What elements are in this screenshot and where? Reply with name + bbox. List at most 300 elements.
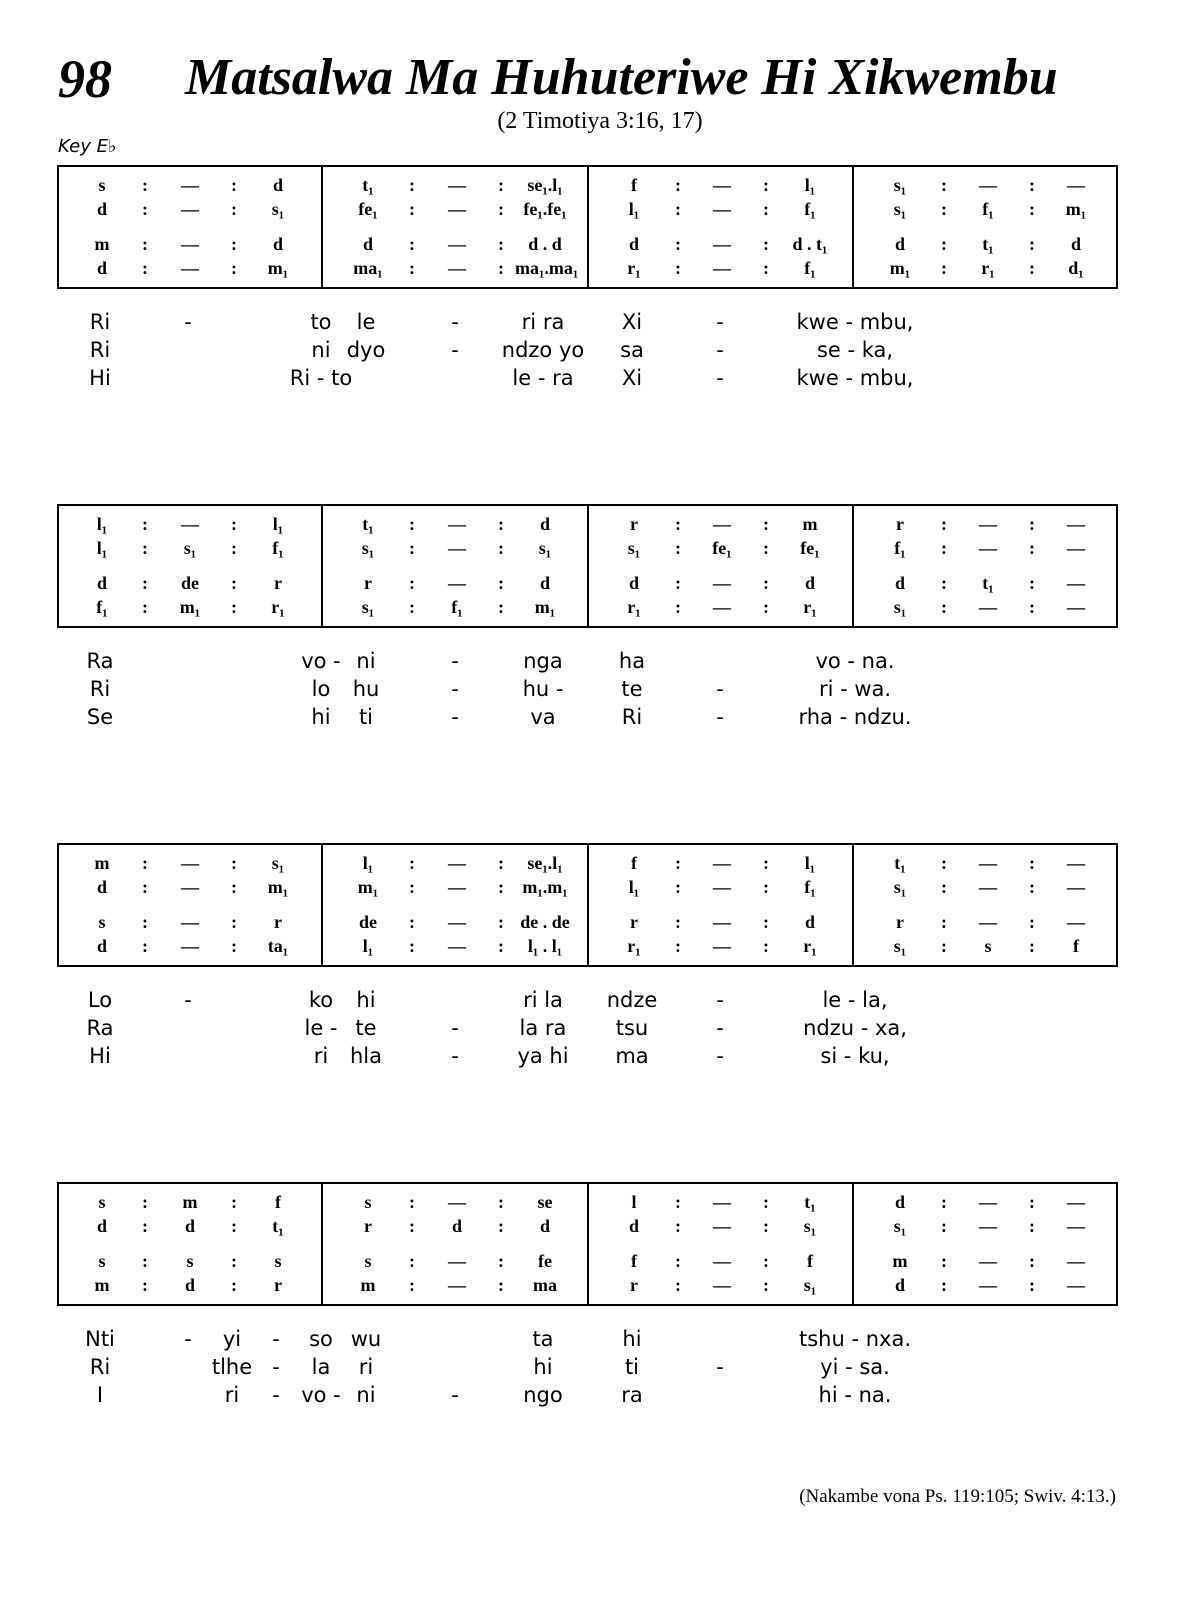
solfa-note: d (894, 573, 905, 593)
solfa-note: : (409, 1275, 415, 1295)
solfa-note: : (941, 258, 947, 278)
lyric-syllable: ko (308, 988, 334, 1012)
lyric-syllable: - (272, 1327, 280, 1351)
solfa-note: : (142, 1251, 148, 1271)
solfa-note: — (448, 199, 466, 219)
solfa-note: f (807, 1251, 813, 1271)
solfa-note: : (763, 199, 769, 219)
lyric-syllable: - (451, 1016, 459, 1040)
solfa-note: ma₁.ma₁ (515, 258, 579, 278)
solfa-note: t₁ (894, 853, 906, 873)
solfa-note: s₁ (893, 199, 907, 219)
solfa-note: m₁ (357, 877, 379, 897)
lyric-syllable: ri (313, 1044, 329, 1068)
lyric-syllable: ni (311, 338, 331, 362)
solfa-note: r₁ (803, 936, 817, 956)
lyric-syllable: Ra (86, 649, 114, 673)
solfa-note: r (630, 514, 638, 534)
solfa-note: d (539, 514, 550, 534)
solfa-note: s (186, 1251, 194, 1271)
solfa-note: : (675, 936, 681, 956)
solfa-note: : (941, 234, 947, 254)
solfa-note: r (274, 573, 282, 593)
solfa-note: f₁ (451, 597, 463, 617)
solfa-note: : (498, 514, 504, 534)
hymn-title: Matsalwa Ma Huhuteriwe Hi Xikwembu (185, 49, 1058, 106)
lyric-syllable: Ri (89, 677, 111, 701)
solfa-note: l₁ (96, 514, 108, 534)
lyric-line (0, 1327, 1200, 1355)
solfa-note: — (181, 199, 199, 219)
solfa-note: : (409, 936, 415, 956)
lyric-line (0, 338, 1200, 366)
lyric-syllable: - (716, 1355, 724, 1379)
solfa-note: — (448, 234, 466, 254)
lyric-syllable: - (716, 677, 724, 701)
solfa-note: r (274, 912, 282, 932)
solfa-note: : (142, 912, 148, 932)
lyric-syllable: hu - (522, 677, 564, 701)
solfa-note: r (630, 1275, 638, 1295)
solfa-note: — (1067, 514, 1085, 534)
solfa-note: : (675, 514, 681, 534)
solfa-note: : (498, 199, 504, 219)
solfa-note: : (231, 912, 237, 932)
solfa-note: : (409, 538, 415, 558)
solfa-note: s₁ (893, 1216, 907, 1236)
solfa-note: fe₁ (712, 538, 732, 558)
solfa-note: : (231, 853, 237, 873)
solfa-note: — (181, 877, 199, 897)
solfa-note: se₁.l₁ (527, 175, 563, 195)
solfa-note: — (979, 853, 997, 873)
solfa-note: : (1029, 853, 1035, 873)
solfa-note: m (94, 853, 110, 873)
solfa-note: — (713, 1275, 731, 1295)
solfa-note: r (630, 912, 638, 932)
solfa-note: : (675, 912, 681, 932)
solfa-note: : (1029, 1251, 1035, 1271)
solfa-note: : (941, 1251, 947, 1271)
solfa-note: — (181, 234, 199, 254)
solfa-note: — (713, 573, 731, 593)
solfa-note: ta₁ (267, 936, 289, 956)
solfa-note: s₁ (803, 1275, 817, 1295)
solfa-note: f₁ (804, 258, 816, 278)
solfa-note: : (763, 912, 769, 932)
voice-row (59, 1275, 1116, 1297)
lyric-syllable: - (716, 988, 724, 1012)
solfa-note: se (537, 1192, 553, 1212)
solfa-note: — (713, 1216, 731, 1236)
solfa-note: d (96, 199, 107, 219)
solfa-note: — (1067, 1216, 1085, 1236)
solfa-note: t₁ (804, 1192, 816, 1212)
solfa-note: : (1029, 234, 1035, 254)
lyric-syllable: - (716, 338, 724, 362)
solfa-note: m (892, 1251, 908, 1271)
solfa-note: de (181, 573, 199, 593)
solfa-note: d (451, 1216, 462, 1236)
solfa-note: — (448, 1275, 466, 1295)
lyric-syllable: - (184, 988, 192, 1012)
voice-row (59, 538, 1116, 560)
solfa-note: ma (533, 1275, 557, 1295)
solfa-note: f₁ (894, 538, 906, 558)
lyric-syllable: ra (621, 1383, 643, 1407)
solfa-note: : (498, 877, 504, 897)
lyric-syllable: - (451, 649, 459, 673)
voice-row (59, 573, 1116, 595)
solfa-note: : (231, 597, 237, 617)
solfa-note: t₁ (272, 1216, 284, 1236)
lyric-syllable: ri (224, 1383, 240, 1407)
lyric-syllable: Ri (89, 1355, 111, 1379)
solfa-note: — (713, 234, 731, 254)
solfa-note: fe₁ (800, 538, 820, 558)
solfa-note: : (409, 597, 415, 617)
lyric-line (0, 1044, 1200, 1072)
solfa-note: m₁ (267, 877, 289, 897)
lyric-syllable: - (184, 310, 192, 334)
solfa-note: : (675, 258, 681, 278)
solfa-note: d . d (528, 234, 562, 254)
lyric-syllable: rha - ndzu. (798, 705, 912, 729)
lyric-syllable: la ra (519, 1016, 567, 1040)
solfa-note: : (498, 1192, 504, 1212)
solfa-note: l₁ (628, 877, 640, 897)
solfa-note: l₁ (628, 199, 640, 219)
solfa-note: : (1029, 1216, 1035, 1236)
staff-system (57, 1182, 1118, 1306)
solfa-note: : (231, 1216, 237, 1236)
solfa-note: : (941, 853, 947, 873)
solfa-note: : (1029, 936, 1035, 956)
solfa-note: : (763, 877, 769, 897)
solfa-note: : (763, 1216, 769, 1236)
solfa-note: : (231, 258, 237, 278)
solfa-note: : (231, 175, 237, 195)
solfa-note: l₁ (362, 853, 374, 873)
lyric-syllable: ri (358, 1355, 374, 1379)
solfa-note: r (364, 573, 372, 593)
solfa-note: d (628, 234, 639, 254)
solfa-note: : (1029, 258, 1035, 278)
solfa-note: : (675, 573, 681, 593)
solfa-note: f₁ (96, 597, 108, 617)
solfa-note: : (498, 1251, 504, 1271)
voice-row (59, 175, 1116, 197)
lyric-syllable: Hi (89, 366, 111, 390)
solfa-note: — (448, 912, 466, 932)
solfa-note: : (142, 853, 148, 873)
lyric-syllable: la (311, 1355, 331, 1379)
solfa-note: — (1067, 1251, 1085, 1271)
solfa-note: s (98, 1192, 106, 1212)
solfa-note: : (498, 1216, 504, 1236)
solfa-note: s₁ (271, 199, 285, 219)
lyric-syllable: - (716, 1044, 724, 1068)
solfa-note: : (1029, 175, 1035, 195)
voice-row (59, 1216, 1116, 1238)
solfa-note: f (631, 1251, 637, 1271)
solfa-note: : (1029, 877, 1035, 897)
solfa-note: r₁ (627, 597, 641, 617)
solfa-note: — (1067, 912, 1085, 932)
solfa-note: : (763, 538, 769, 558)
lyric-syllable: Xi (621, 310, 643, 334)
solfa-note: : (1029, 1275, 1035, 1295)
solfa-note: : (498, 853, 504, 873)
lyric-syllable: kwe - mbu, (796, 366, 914, 390)
lyric-syllable: I (96, 1383, 104, 1407)
solfa-note: d (539, 573, 550, 593)
solfa-note: m (182, 1192, 198, 1212)
solfa-note: — (181, 175, 199, 195)
lyric-syllable: - (451, 338, 459, 362)
lyric-syllable: hla (349, 1044, 382, 1068)
solfa-note: : (409, 573, 415, 593)
lyric-line (0, 310, 1200, 338)
solfa-note: — (979, 877, 997, 897)
solfa-note: d (628, 1216, 639, 1236)
solfa-note: s (364, 1192, 372, 1212)
solfa-note: s₁ (271, 853, 285, 873)
solfa-note: : (941, 1216, 947, 1236)
solfa-note: — (1067, 1192, 1085, 1212)
solfa-note: : (409, 912, 415, 932)
solfa-note: : (409, 175, 415, 195)
solfa-note: m₁ (179, 597, 201, 617)
lyric-syllable: vo - (301, 1383, 341, 1407)
hymn-number: 98 (58, 49, 112, 109)
solfa-note: — (448, 573, 466, 593)
solfa-note: ma₁ (353, 258, 383, 278)
solfa-note: f (275, 1192, 281, 1212)
staff-system (57, 843, 1118, 967)
solfa-note: : (763, 234, 769, 254)
solfa-note: d (96, 258, 107, 278)
staff-system (57, 165, 1118, 289)
solfa-note: — (979, 514, 997, 534)
solfa-note: — (1067, 597, 1085, 617)
solfa-note: — (713, 175, 731, 195)
solfa-note: : (231, 573, 237, 593)
lyric-syllable: tshu - nxa. (798, 1327, 911, 1351)
solfa-note: : (409, 1216, 415, 1236)
solfa-note: : (231, 936, 237, 956)
solfa-note: — (448, 175, 466, 195)
solfa-note: — (713, 1251, 731, 1271)
lyrics-block (0, 649, 1200, 733)
solfa-note: m (94, 1275, 110, 1295)
solfa-note: s (364, 1251, 372, 1271)
lyrics-block (0, 310, 1200, 394)
voice-row (59, 936, 1116, 958)
solfa-note: : (941, 199, 947, 219)
solfa-note: : (941, 877, 947, 897)
solfa-note: t₁ (362, 175, 374, 195)
solfa-note: : (142, 514, 148, 534)
solfa-note: — (979, 597, 997, 617)
lyric-syllable: - (716, 366, 724, 390)
solfa-note: m₁ (1065, 199, 1087, 219)
lyric-syllable: Lo (87, 988, 113, 1012)
lyric-syllable: Se (86, 705, 114, 729)
voice-row (59, 853, 1116, 875)
solfa-note: : (231, 1275, 237, 1295)
solfa-note: : (941, 912, 947, 932)
solfa-note: s₁ (183, 538, 197, 558)
solfa-note: — (1067, 1275, 1085, 1295)
key-signature: Key E♭ (58, 136, 117, 157)
lyric-syllable: ya hi (517, 1044, 569, 1068)
voice-row (59, 514, 1116, 536)
solfa-note: d (96, 1216, 107, 1236)
solfa-note: f₁ (272, 538, 284, 558)
source-reference: (Nakambe vona Ps. 119:105; Swiv. 4:13.) (799, 1486, 1116, 1507)
solfa-note: d . t₁ (792, 234, 828, 254)
solfa-note: : (763, 175, 769, 195)
lyric-syllable: Ri (621, 705, 643, 729)
solfa-note: d (804, 912, 815, 932)
voice-row (59, 877, 1116, 899)
lyric-syllable: te (621, 677, 643, 701)
solfa-note: l (631, 1192, 637, 1212)
solfa-note: r (274, 1275, 282, 1295)
solfa-note: : (763, 573, 769, 593)
solfa-note: de . de (520, 912, 570, 932)
solfa-note: : (142, 597, 148, 617)
solfa-note: : (142, 538, 148, 558)
solfa-note: — (979, 538, 997, 558)
solfa-note: : (231, 514, 237, 534)
solfa-note: t₁ (362, 514, 374, 534)
solfa-note: r₁ (981, 258, 995, 278)
solfa-note: : (941, 573, 947, 593)
lyric-syllable: to (310, 310, 332, 334)
solfa-note: : (675, 597, 681, 617)
solfa-note: d (184, 1275, 195, 1295)
lyric-syllable: wu (350, 1327, 382, 1351)
solfa-note: s₁ (627, 538, 641, 558)
scripture-reference: (2 Timotiya 3:16, 17) (497, 108, 703, 134)
solfa-note: : (763, 597, 769, 617)
lyric-syllable: - (451, 677, 459, 701)
solfa-note: : (142, 199, 148, 219)
solfa-note: s₁ (893, 175, 907, 195)
solfa-note: s₁ (803, 1216, 817, 1236)
solfa-note: fe (538, 1251, 552, 1271)
lyric-syllable: - (451, 310, 459, 334)
solfa-note: — (979, 1192, 997, 1212)
lyric-syllable: le (356, 310, 376, 334)
solfa-note: d (894, 1192, 905, 1212)
voice-row (59, 597, 1116, 619)
solfa-note: : (409, 258, 415, 278)
solfa-note: f (631, 853, 637, 873)
solfa-note: de (359, 912, 377, 932)
solfa-note: d (272, 175, 283, 195)
lyric-syllable: se - ka, (816, 338, 894, 362)
solfa-note: : (763, 258, 769, 278)
solfa-note: d (894, 1275, 905, 1295)
solfa-note: d (539, 1216, 550, 1236)
solfa-note: : (675, 538, 681, 558)
solfa-note: — (448, 514, 466, 534)
lyric-syllable: nga (523, 649, 563, 673)
lyric-syllable: - (716, 705, 724, 729)
solfa-note: — (448, 936, 466, 956)
lyric-syllable: ri - wa. (818, 677, 892, 701)
solfa-note: f₁ (804, 877, 816, 897)
solfa-note: : (142, 175, 148, 195)
solfa-note: — (181, 912, 199, 932)
lyric-syllable: Ri - to (289, 366, 353, 390)
solfa-note: : (763, 1192, 769, 1212)
lyric-syllable: - (451, 705, 459, 729)
voice-row (59, 258, 1116, 280)
solfa-note: : (231, 1251, 237, 1271)
solfa-note: : (498, 597, 504, 617)
solfa-note: f₁ (982, 199, 994, 219)
lyric-syllable: Nti (85, 1327, 115, 1351)
solfa-note: : (498, 258, 504, 278)
solfa-note: : (498, 175, 504, 195)
solfa-note: r (896, 514, 904, 534)
solfa-note: — (181, 514, 199, 534)
solfa-note: r₁ (627, 936, 641, 956)
lyric-syllable: - (272, 1383, 280, 1407)
solfa-note: l₁ . l₁ (527, 936, 563, 956)
voice-row (59, 1251, 1116, 1273)
lyric-syllable: yi - sa. (820, 1355, 890, 1379)
lyric-syllable: ni (356, 1383, 376, 1407)
solfa-note: : (142, 877, 148, 897)
solfa-note: d₁ (1068, 258, 1084, 278)
solfa-note: : (941, 538, 947, 558)
lyric-syllable: - (451, 1044, 459, 1068)
solfa-note: : (1029, 912, 1035, 932)
lyric-syllable: va (530, 705, 556, 729)
solfa-note: r₁ (803, 597, 817, 617)
lyric-line (0, 649, 1200, 677)
solfa-note: — (713, 936, 731, 956)
lyric-syllable: hi (533, 1355, 553, 1379)
solfa-note: : (142, 1192, 148, 1212)
lyric-syllable: hi (356, 988, 376, 1012)
solfa-note: — (713, 1192, 731, 1212)
solfa-note: m₁ (889, 258, 911, 278)
solfa-note: d (96, 877, 107, 897)
solfa-note: : (409, 1192, 415, 1212)
lyric-syllable: Hi (89, 1044, 111, 1068)
lyric-syllable: lo (311, 677, 331, 701)
lyric-syllable: ti (358, 705, 374, 729)
solfa-note: : (498, 912, 504, 932)
solfa-note: d (184, 1216, 195, 1236)
solfa-note: — (181, 258, 199, 278)
voice-row (59, 199, 1116, 221)
lyric-syllable: - (716, 1016, 724, 1040)
lyric-syllable: vo - na. (815, 649, 895, 673)
solfa-note: : (675, 1275, 681, 1295)
solfa-note: d (804, 573, 815, 593)
solfa-note: : (941, 936, 947, 956)
solfa-note: t₁ (982, 573, 994, 593)
solfa-note: : (231, 1192, 237, 1212)
lyric-syllable: - (272, 1355, 280, 1379)
